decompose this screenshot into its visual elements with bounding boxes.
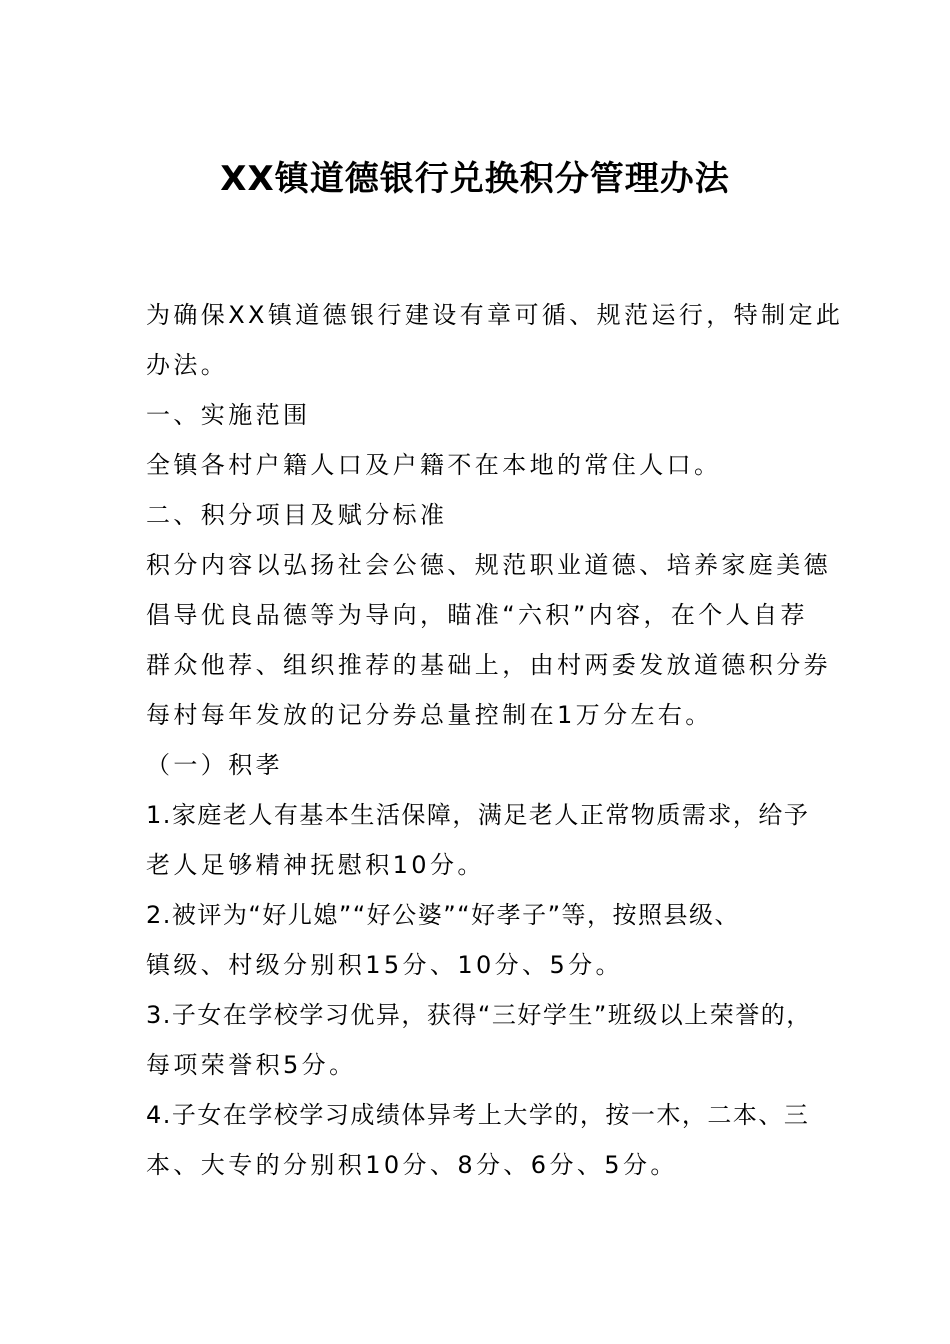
section-heading: 二、积分项目及赋分标准 <box>146 501 448 529</box>
paragraph-line: 倡导优良品德等为导向，瞄准“六积”内容，在个人自荐 <box>146 601 808 629</box>
list-item-line: 3.子女在学校学习优异，获得“三好学生”班级以上荣誉的， <box>146 1001 812 1029</box>
list-item-line: 每项荣誉积5分。 <box>146 1051 357 1079</box>
list-item-line: 2.被评为“好儿媳”“好公婆”“好孝子”等，按照县级、 <box>146 901 740 929</box>
document-body <box>146 290 844 1190</box>
list-item-line: 1.家庭老人有基本生活保障，满足老人正常物质需求，给予 <box>146 801 810 829</box>
subsection-heading: （一）积孝 <box>146 751 283 779</box>
list-item-line: 本、大专的分别积10分、8分、6分、5分。 <box>146 1151 678 1179</box>
list-item-line: 镇级、村级分别积15分、10分、5分。 <box>146 951 623 979</box>
paragraph-line: 积分内容以弘扬社会公德、规范职业道德、培养家庭美德 <box>146 551 831 579</box>
paragraph-line: 全镇各村户籍人口及户籍不在本地的常住人口。 <box>146 451 722 479</box>
paragraph-line: 办法。 <box>146 351 229 379</box>
paragraph-line: 每村每年发放的记分券总量控制在1万分左右。 <box>146 701 713 729</box>
paragraph-line: 群众他荐、组织推荐的基础上，由村两委发放道德积分券 <box>146 651 831 679</box>
list-item-line: 4.子女在学校学习成绩体异考上大学的，按一木，二本、三 <box>146 1101 810 1129</box>
document-title: XX镇道德银行兑换积分管理办法 <box>220 159 730 199</box>
paragraph-line: 为确保XX镇道德银行建设有章可循、规范运行，特制定此 <box>146 301 844 329</box>
list-item-line: 老人足够精神抚慰积10分。 <box>146 851 485 879</box>
section-heading: 一、实施范围 <box>146 401 311 429</box>
